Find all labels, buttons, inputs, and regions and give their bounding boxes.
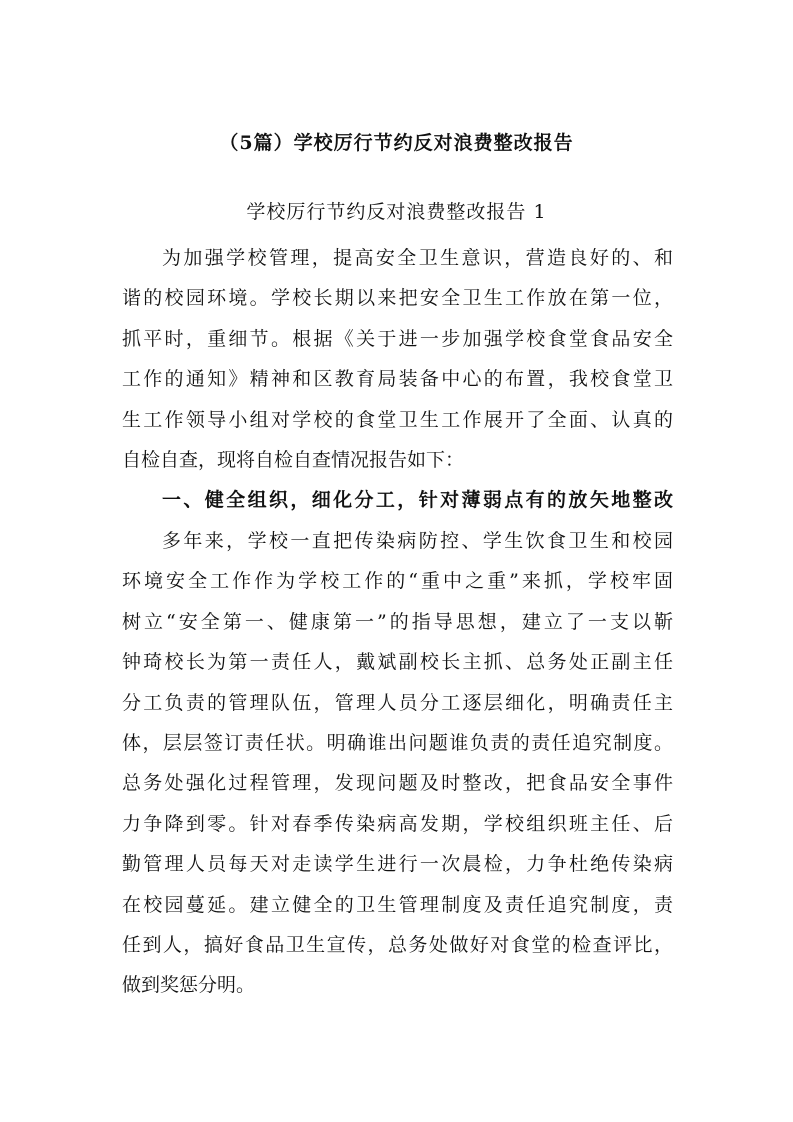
paragraph-line: 环境安全工作作为学校工作的“重中之重”来抓，学校牢固 bbox=[122, 570, 673, 593]
paragraph-line: 总务处强化过程管理，发现问题及时整改，把食品安全事件 bbox=[122, 772, 673, 795]
paragraph-line: 工作的通知》精神和区教育局装备中心的布置，我校食堂卫 bbox=[122, 368, 673, 391]
paragraph-organization bbox=[122, 521, 673, 1006]
section-heading: 一、健全组织，细化分工，针对薄弱点有的放矢地整改 bbox=[162, 489, 673, 512]
paragraph-line: 树立“安全第一、健康第一”的指导思想，建立了一支以靳 bbox=[122, 610, 673, 633]
report-subtitle: 学校厉行节约反对浪费整改报告 1 bbox=[246, 201, 547, 223]
paragraph-line: 钟琦校长为第一责任人，戴斌副校长主抓、总务处正副主任 bbox=[122, 651, 673, 674]
paragraph-intro bbox=[122, 238, 673, 521]
paragraph-line: 自检自查，现将自检自查情况报告如下： bbox=[122, 448, 465, 471]
paragraph-line: 多年来，学校一直把传染病防控、学生饮食卫生和校园 bbox=[162, 530, 673, 552]
paragraph-line: 抓平时，重细节。根据《关于进一步加强学校食堂食品安全 bbox=[122, 327, 673, 350]
paragraph-line: 为加强学校管理，提高安全卫生意识，营造良好的、和 bbox=[162, 247, 673, 269]
paragraph-line: 力争降到零。针对春季传染病高发期，学校组织班主任、后 bbox=[122, 812, 673, 835]
paragraph-line: 体，层层签订责任状。明确谁出问题谁负责的责任追究制度。 bbox=[122, 731, 673, 754]
paragraph-line: 勤管理人员每天对走读学生进行一次晨检，力争杜绝传染病 bbox=[122, 853, 673, 876]
paragraph-line: 谐的校园环境。学校长期以来把安全卫生工作放在第一位， bbox=[122, 287, 673, 310]
paragraph-line: 分工负责的管理队伍，管理人员分工逐层细化，明确责任主 bbox=[122, 691, 673, 714]
paragraph-line: 生工作领导小组对学校的食堂卫生工作展开了全面、认真的 bbox=[122, 408, 673, 431]
document-title: （5篇）学校厉行节约反对浪费整改报告 bbox=[219, 132, 574, 154]
paragraph-line: 在校园蔓延。建立健全的卫生管理制度及责任追究制度，责 bbox=[122, 893, 673, 916]
paragraph-line: 任到人，搞好食品卫生宣传，总务处做好对食堂的检查评比， bbox=[122, 933, 673, 956]
paragraph-line: 做到奖惩分明。 bbox=[122, 974, 256, 997]
